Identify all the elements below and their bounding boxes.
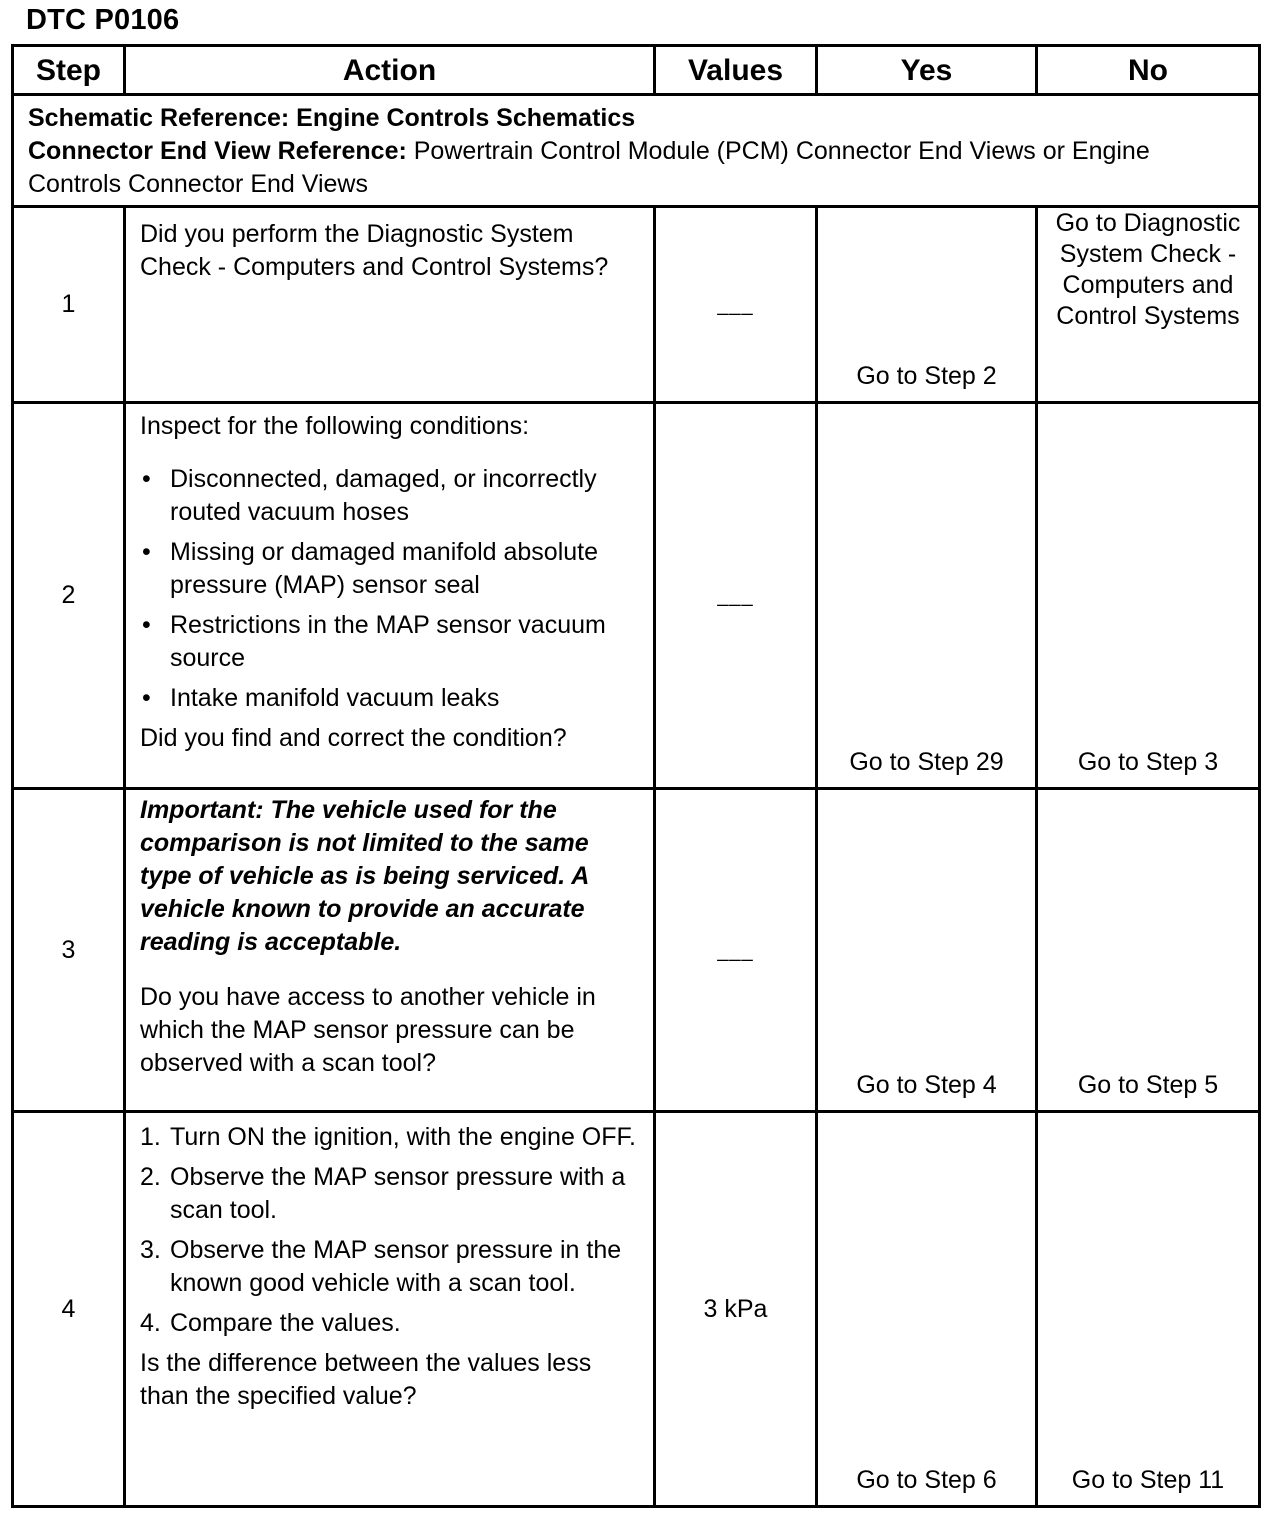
connector-reference-text: Powertrain Control Module (PCM) Connector End Views or Engine Controls Connector End Views (28, 137, 1150, 198)
action-text: Did you perform the Diagnostic System Check - Computers and Control Systems? (140, 220, 609, 281)
list-number: 2. (140, 1163, 161, 1191)
schematic-reference: Schematic Reference: Engine Controls Schematics (28, 104, 636, 132)
list-item (140, 1234, 641, 1300)
value-text: ___ (717, 294, 754, 316)
procedure-list (140, 1117, 641, 1340)
table-row-step-2 (13, 403, 1260, 789)
list-text: Observe the MAP sensor pressure in the known good vehicle with a scan tool. (170, 1236, 622, 1297)
list-number: 1. (140, 1123, 161, 1151)
no-cell: Go to Step 3 (1037, 403, 1260, 789)
list-item: • Disconnected, damaged, or incorrectly routed vacuum hoses (140, 463, 641, 529)
yes-cell: Go to Step 4 (817, 789, 1037, 1112)
no-cell: Go to Step 11 (1037, 1112, 1260, 1507)
value-cell (655, 403, 817, 789)
no-cell: Go to Step 5 (1037, 789, 1260, 1112)
no-cell: Go to Diagnostic System Check - Computers and Control Systems (1037, 207, 1260, 403)
list-text: Compare the values. (170, 1309, 401, 1337)
value-text: ___ (717, 585, 754, 607)
table-row-step-1 (13, 207, 1260, 403)
step-number: 2 (13, 403, 125, 789)
header-action: Action (125, 46, 655, 95)
table-row-step-3 (13, 789, 1260, 1112)
list-number: 3. (140, 1236, 161, 1264)
list-item: • Restrictions in the MAP sensor vacuum source (140, 609, 641, 675)
reference-row (13, 95, 1260, 207)
connector-reference (28, 135, 1246, 201)
list-item (140, 1161, 641, 1227)
value-cell (655, 789, 817, 1112)
important-note: Important: The vehicle used for the comparison is not limited to the same type of vehicle as is being serviced. A vehicle known to provide an accurate reading is acceptable. (140, 796, 589, 956)
step-number: 1 (13, 207, 125, 403)
step-number: 3 (13, 789, 125, 1112)
list-item: • Missing or damaged manifold absolute pressure (MAP) sensor seal (140, 536, 641, 602)
yes-cell: Go to Step 6 (817, 1112, 1037, 1507)
header-yes: Yes (817, 46, 1037, 95)
action-question: Is the difference between the values less than the specified value? (140, 1349, 592, 1410)
header-row (13, 46, 1260, 95)
action-question: Did you find and correct the condition? (140, 724, 567, 752)
connector-reference-label: Connector End View Reference: (28, 137, 407, 165)
header-step: Step (13, 46, 125, 95)
value-cell (655, 207, 817, 403)
table-row-step-4 (13, 1112, 1260, 1507)
list-number: 4. (140, 1309, 161, 1337)
diagnostic-table (11, 44, 1261, 1508)
condition-list (140, 463, 641, 715)
action-cell (125, 207, 655, 403)
list-item: • Intake manifold vacuum leaks (140, 682, 641, 715)
list-item (140, 1307, 641, 1340)
document-title: DTC P0106 (26, 4, 180, 36)
header-no: No (1037, 46, 1260, 95)
value-cell: 3 kPa (655, 1112, 817, 1507)
action-cell (125, 403, 655, 789)
action-intro: Inspect for the following conditions: (140, 412, 530, 440)
action-cell (125, 1112, 655, 1507)
list-text: Observe the MAP sensor pressure with a scan tool. (170, 1163, 626, 1224)
list-item (140, 1121, 641, 1154)
value-text: ___ (717, 939, 754, 962)
yes-cell: Go to Step 29 (817, 403, 1037, 789)
yes-cell: Go to Step 2 (817, 207, 1037, 403)
action-cell (125, 789, 655, 1112)
header-values: Values (655, 46, 817, 95)
action-question: Do you have access to another vehicle in which the MAP sensor pressure can be observed with a scan tool? (140, 983, 596, 1077)
step-number: 4 (13, 1112, 125, 1507)
reference-cell (13, 95, 1260, 207)
list-text: Turn ON the ignition, with the engine OFF. (170, 1123, 636, 1151)
